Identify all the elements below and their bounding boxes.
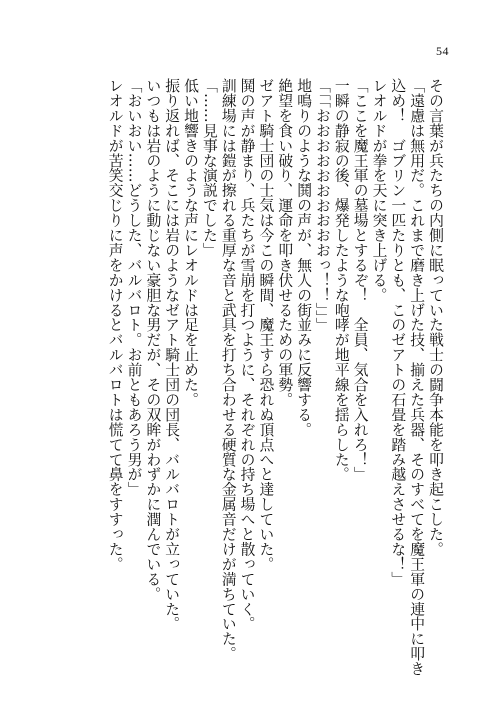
text-line: その言葉が兵たちの内側に眠っていた戦士の闘争本能を叩き起こした。	[427, 78, 444, 557]
text-line: 一瞬の静寂の後、爆発したような咆哮が地平線を揺らした。	[332, 78, 350, 482]
text-line: 訓練場には鎧が擦れる重厚な音と武具を打ち合わせる硬質な金属音だけが満ちていた。	[219, 78, 237, 662]
text-line: レオルドが拳を天に突き上げる。	[370, 78, 388, 303]
text-line: 低い地響きのような声にレオルドは足を止めた。	[182, 78, 200, 407]
text-line: いつもは岩のように動じない豪胆な男だが、その双眸がわずかに潤んでいる。	[144, 78, 162, 602]
text-line: 「……見事な演説でした」	[200, 78, 218, 258]
text-line: 込め！ ゴブリン一匹たりとも、このゼアトの石畳を踏み越えさせるな！」	[389, 78, 407, 587]
text-line: 「「「おおおおおおおおおおっ！！」」」	[313, 78, 331, 333]
text-line: 地鳴りのような鬨の声が、無人の街並みに反響する。	[295, 78, 313, 437]
vertical-text-body	[56, 78, 444, 678]
text-line: 振り返れば、そこには岩のようなゼアト騎士団の団長、バルバロトが立っていた。	[163, 78, 181, 632]
text-line: 「遠慮は無用だ。これまで磨き上げた技、揃えた兵器、そのすべてを魔王軍の連中に叩き	[408, 78, 426, 676]
text-line: 絶望を食い破り、運命を叩き伏せるための軍勢。	[276, 78, 294, 407]
page-number: 54	[436, 44, 449, 58]
text-line: レオルドが苦笑交じりに声をかけるとバルバロトは慌てて鼻をすすった。	[106, 78, 124, 572]
text-line: ゼアト騎士団の士気は今この瞬間、魔王すら恐れぬ頂点へと達していた。	[257, 78, 275, 572]
text-line: 「ここを魔王軍の墓場とするぞ！ 全員、気合を入れろ！」	[351, 78, 369, 482]
text-line: 鬨の声が静まり、兵たちが雪崩を打つように、それぞれの持ち場へと散っていく。	[238, 78, 256, 632]
text-line: 「おいおい……どうした、バルバロト。お前ともあろう男が」	[125, 78, 143, 497]
